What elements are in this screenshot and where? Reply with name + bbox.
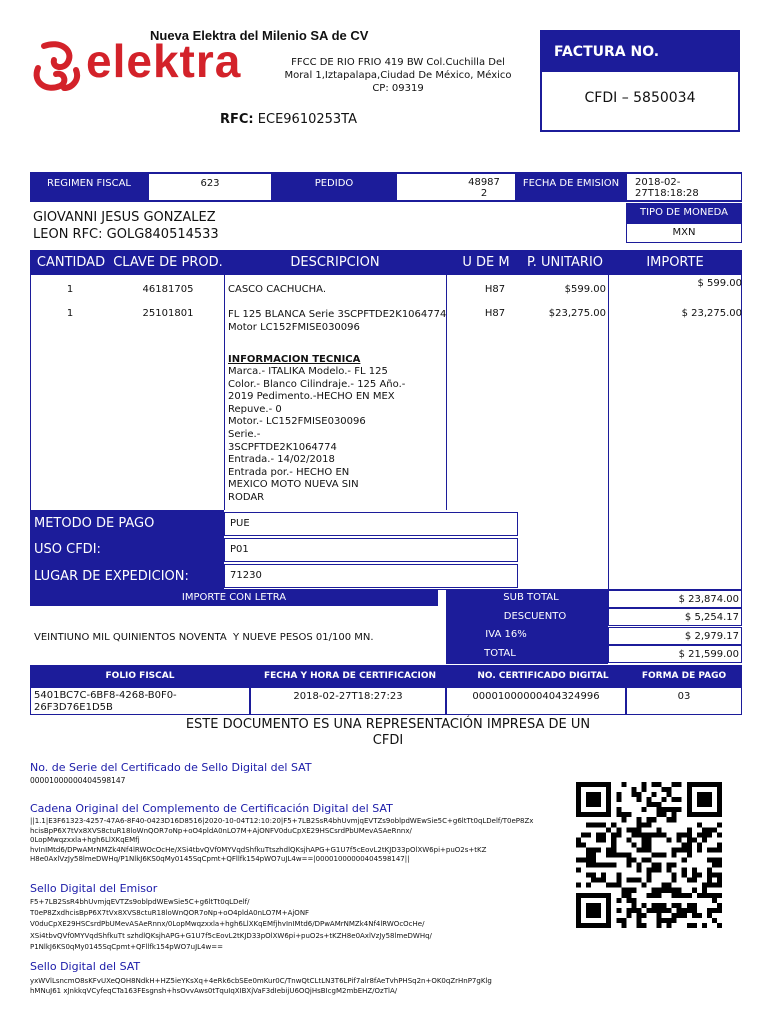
item-1-cantidad: 1 — [66, 284, 74, 295]
item-1-importe: $ 599.00 — [697, 278, 742, 289]
sello-sat-title: Sello Digital del SAT — [30, 960, 141, 973]
company-name: Nueva Elektra del Milenio SA de CV — [150, 28, 369, 43]
company-rfc — [220, 112, 357, 127]
print-notice: ESTE DOCUMENTO ES UNA REPRESENTACIÓN IMPRESA DE UN CFDI — [185, 717, 591, 748]
item-1-udm: H87 — [484, 284, 506, 295]
rule — [224, 274, 225, 510]
amount-words-label: IMPORTE CON LETRA — [30, 590, 438, 606]
item-2-cantidad: 1 — [66, 308, 74, 319]
item-2-descripcion: FL 125 BLANCA Serie 3SCPFTDE2K1064774 Motor LC152FMISE030096 — [228, 309, 447, 333]
total-value: $ 21,599.00 — [608, 645, 742, 663]
invoice-title: FACTURA NO. — [542, 32, 738, 72]
total-label: TOTAL — [484, 648, 516, 659]
col-cantidad-header: CANTIDAD — [36, 254, 106, 270]
item-1-unitario: $599.00 — [564, 284, 606, 295]
subtotal-value: $ 23,874.00 — [608, 590, 742, 608]
iva-label: IVA 16% — [485, 629, 527, 640]
col-descripcion-header: DESCRIPCION — [290, 254, 380, 270]
item-2-clave: 25101801 — [142, 308, 194, 319]
col-udm-header: U DE M — [462, 254, 510, 270]
uso-value: P01 — [224, 538, 518, 562]
serie-value: 00001000000404598147 — [30, 776, 126, 785]
customer-rfc: LEON RFC: GOLG840514533 — [33, 227, 219, 242]
fecha-emision-value: 2018-02- 27T18:18:28 — [626, 173, 742, 201]
brand-wordmark: elektra — [86, 35, 242, 87]
sello-emisor-value: F5+7LB2SsR4bhUvmjqEVTZs9oblpdWEwSie5C+g6ltTt0qLDelf/ T0eP8ZxdhcisBpP6X7tVx8XVS8ctuR18loWnQOR7oNp+oO4pldA0nLO7M+AjONF V0duCpXE29HSCsrdPbUMevASAeRnnx/0LopMwqzxxla+hgh6LlXKqEMfjhvInIMtd6/DPwAMrNMZk4Nf4lRWOcOcHe/ XSi4tbvQVf0MYVqdShfkuTt szhdlQKsjhAPG+G1U7f5cEovL2tKJD33pOlXW6pi+puO2s+tKZH8e0AxlVzJy58lmeDWHq/ P1NlkJ6KS0qMy0145SqCpmt+QFllfk154pWO7uJL4w== — [30, 898, 432, 951]
elektra-swirl-icon — [30, 38, 82, 94]
descuento-value: $ 5,254.17 — [608, 608, 742, 626]
tech-info-body: Marca.- ITALIKA Modelo.- FL 125 Color.- Blanco Cilindraje.- 125 Año.- 2019 Pedimento.-HECHO EN MEX Repuve.- 0 Motor.- LC152FMISE030096 Serie.- 3SCPFTDE2K1064774 Entrada.- 14/02/2018 Entrada por.- HECHO EN MEXICO MOTO NUEVA SIN RODAR — [228, 366, 406, 503]
sello-emisor-title: Sello Digital del Emisor — [30, 882, 158, 895]
item-2-unitario: $23,275.00 — [548, 308, 606, 319]
cadena-title: Cadena Original del Complemento de Certificación Digital del SAT — [30, 802, 393, 815]
brand-logo — [30, 35, 255, 98]
item-2-udm: H87 — [484, 308, 506, 319]
col-importe-header: IMPORTE — [646, 254, 704, 270]
nocert-value: 00001000000404324996 — [446, 687, 626, 715]
regimen-label: REGIMEN FISCAL — [46, 178, 131, 189]
folio-value: 5401BC7C-6BF8-4268-B0F0- 26F3D76E1D5B — [30, 687, 250, 715]
lugar-value: 71230 — [224, 564, 518, 588]
pedido-value: 48987 2 — [396, 173, 516, 201]
metodo-label: METODO DE PAGO — [34, 516, 155, 531]
metodo-value: PUE — [224, 512, 518, 536]
qr-code-icon — [576, 782, 722, 928]
uso-label: USO CFDI: — [34, 542, 101, 557]
lugar-label: LUGAR DE EXPEDICION: — [34, 569, 189, 584]
sello-sat-value: yxWVlLsncmO8sKFvUXeQOH8NdkH+HZ5ieYKsXq+4eRk6cbSEe0mKur0C/TnwQtCLtLN3T6LPif7alr8fAeTvhPHSq2n+OK0qZrHnP7gKlg hMNuJ61 xJnkkqVCyfeqCTa163FEsgnsh+hsOvvAws0tTquIqXIBXjVaF3dIebijU6OQjHsBIcgM2mbEHZ/OzTlA/ — [30, 977, 492, 995]
folio-label: FOLIO FISCAL — [105, 671, 175, 681]
forma-pago-value: 03 — [626, 687, 742, 715]
customer-name: GIOVANNI JESUS GONZALEZ — [33, 210, 216, 225]
amount-words-value: VEINTIUNO MIL QUINIENTOS NOVENTA Y NUEVE PESOS 01/100 MN. — [34, 632, 374, 643]
pedido-label: PEDIDO — [314, 178, 354, 189]
fecha-cert-value: 2018-02-27T18:27:23 — [250, 687, 446, 715]
rule — [608, 274, 609, 590]
forma-pago-label: FORMA DE PAGO — [641, 671, 727, 681]
col-clave-header: CLAVE DE PROD. — [113, 254, 223, 270]
subtotal-label: SUB TOTAL — [503, 592, 559, 603]
regimen-value: 623 — [148, 173, 272, 201]
descuento-label: DESCUENTO — [503, 611, 567, 622]
invoice-box — [540, 30, 740, 132]
item-2-importe: $ 23,275.00 — [681, 308, 742, 319]
item-1-descripcion: CASCO CACHUCHA. — [228, 284, 327, 295]
cadena-value: ||1.1|E3F61323-4257-47A6-8F40-0423D16D8516|2020-10-04T12:10:20|F5+7LB2SsR4bhUvmjqEVTZs9oblpdWEwSie5C+g6ltTt0qLDelf/T0eP8Zx hcisBpP6X7tVx8XVS8ctuR18loWnQOR7oNp+oO4pldA0nLO7M+AjONFV0duCpXE29HSCsrdPbUMevASAeRnnx/ 0LopMwqzxxla+hgh6LlXKqEMfj hvInIMtd6/DPwAMrNMZk4Nf4lRWOcOcHe/XSi4tbvQVf0MYVqdShfkuTtszhdlQKsjhAPG+G1U7f5cEovL2tKJD33pOlXW6pi+puO2s+tKZ H8e0AxlVzJy58lmeDWHq/P1NlkJ6KS0qMy0145SqCpmt+QFllfk154pWO7uJL4w==|00001000000404598147|| — [30, 817, 534, 864]
item-1-clave: 46181705 — [142, 284, 194, 295]
iva-value: $ 2,979.17 — [608, 627, 742, 645]
nocert-label: NO. CERTIFICADO DIGITAL — [477, 671, 609, 681]
fecha-emision-label: FECHA DE EMISION — [522, 178, 620, 189]
col-unitario-header: P. UNITARIO — [526, 254, 604, 270]
tech-info-title: INFORMACION TECNICA — [228, 354, 361, 365]
moneda-value: MXN — [626, 223, 742, 243]
rfc-label: RFC: — [220, 112, 254, 127]
moneda-label: TIPO DE MONEDA — [626, 203, 742, 223]
invoice-number: CFDI – 5850034 — [584, 90, 696, 106]
serie-title: No. de Serie del Certificado de Sello Digital del SAT — [30, 761, 312, 774]
rfc-value: ECE9610253TA — [257, 112, 358, 127]
company-address: FFCC DE RIO FRIO 419 BW Col.Cuchilla Del Moral 1,Iztapalapa,Ciudad De México, México CP: 09319 — [284, 57, 512, 94]
fecha-cert-label: FECHA Y HORA DE CERTIFICACION — [263, 671, 437, 681]
